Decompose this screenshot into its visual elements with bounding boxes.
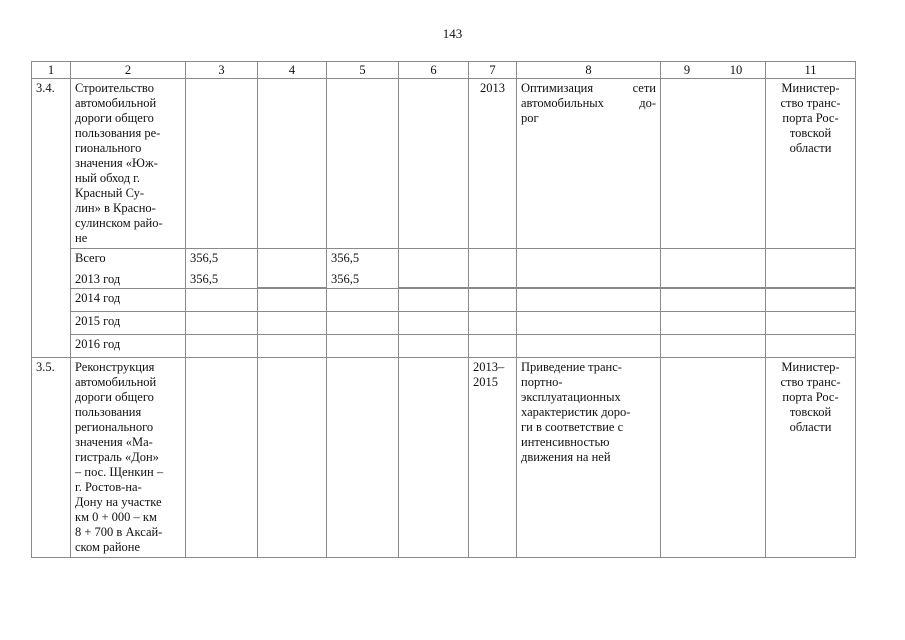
funding-label: Всего 2013 год xyxy=(71,249,186,288)
col-header-7: 7 xyxy=(469,62,517,79)
col-header-4: 4 xyxy=(258,62,327,79)
responsible-executor: Министер- ство транс- порта Рос- товской области xyxy=(766,79,856,249)
program-table xyxy=(31,61,856,558)
page-number: 143 xyxy=(442,26,463,41)
measure-name: Строительство автомобильной дороги общего пользования ре- гионального значения «Юж- ный обход г. Красный Су- лин» в Красно- сулинском райо- не xyxy=(71,79,186,249)
funding-row xyxy=(32,311,856,334)
col-header-2: 2 xyxy=(71,62,186,79)
header-row xyxy=(32,62,856,79)
table-row xyxy=(32,357,856,557)
row-number: 3.4. xyxy=(32,79,71,358)
funding-row xyxy=(32,334,856,357)
expected-result: Оптимизация сети автомобильных до- рог xyxy=(517,79,661,249)
expected-result: Приведение транс- портно- эксплуатационных характеристик доро- ги в соответствие с интенсивностью движения на ней xyxy=(517,357,661,557)
funding-row xyxy=(32,288,856,311)
funding-label: 2016 год xyxy=(71,334,186,357)
row-number: 3.5. xyxy=(32,357,71,557)
col-header-5: 5 xyxy=(327,62,399,79)
responsible-executor: Министер- ство транс- порта Рос- товской области xyxy=(766,357,856,557)
col-header-1: 1 xyxy=(32,62,71,79)
col-header-9-10 xyxy=(661,62,766,79)
implementation-year: 2013 xyxy=(469,79,517,249)
funding-label: 2015 год xyxy=(71,311,186,334)
col-header-3: 3 xyxy=(186,62,258,79)
funding-total: 356,5 356,5 xyxy=(186,249,258,288)
col-header-10: 10 xyxy=(729,63,743,77)
col-header-6: 6 xyxy=(399,62,469,79)
measure-name: Реконструкция автомобильной дороги общего пользования регионального значения «Ма- гистраль «Дон» – пос. Щенкин – г. Ростов-на- Дону на участке км 0 + 000 – км 8 + 700 в Аксай- ском районе xyxy=(71,357,186,557)
table-row xyxy=(32,79,856,249)
col-header-8: 8 xyxy=(517,62,661,79)
funding-label: 2014 год xyxy=(71,288,186,311)
funding-row xyxy=(32,249,856,288)
funding-budget: 356,5 356,5 xyxy=(327,249,399,288)
implementation-years: 2013– 2015 xyxy=(469,357,517,557)
col-header-9: 9 xyxy=(683,63,691,77)
col-header-11: 11 xyxy=(766,62,856,79)
